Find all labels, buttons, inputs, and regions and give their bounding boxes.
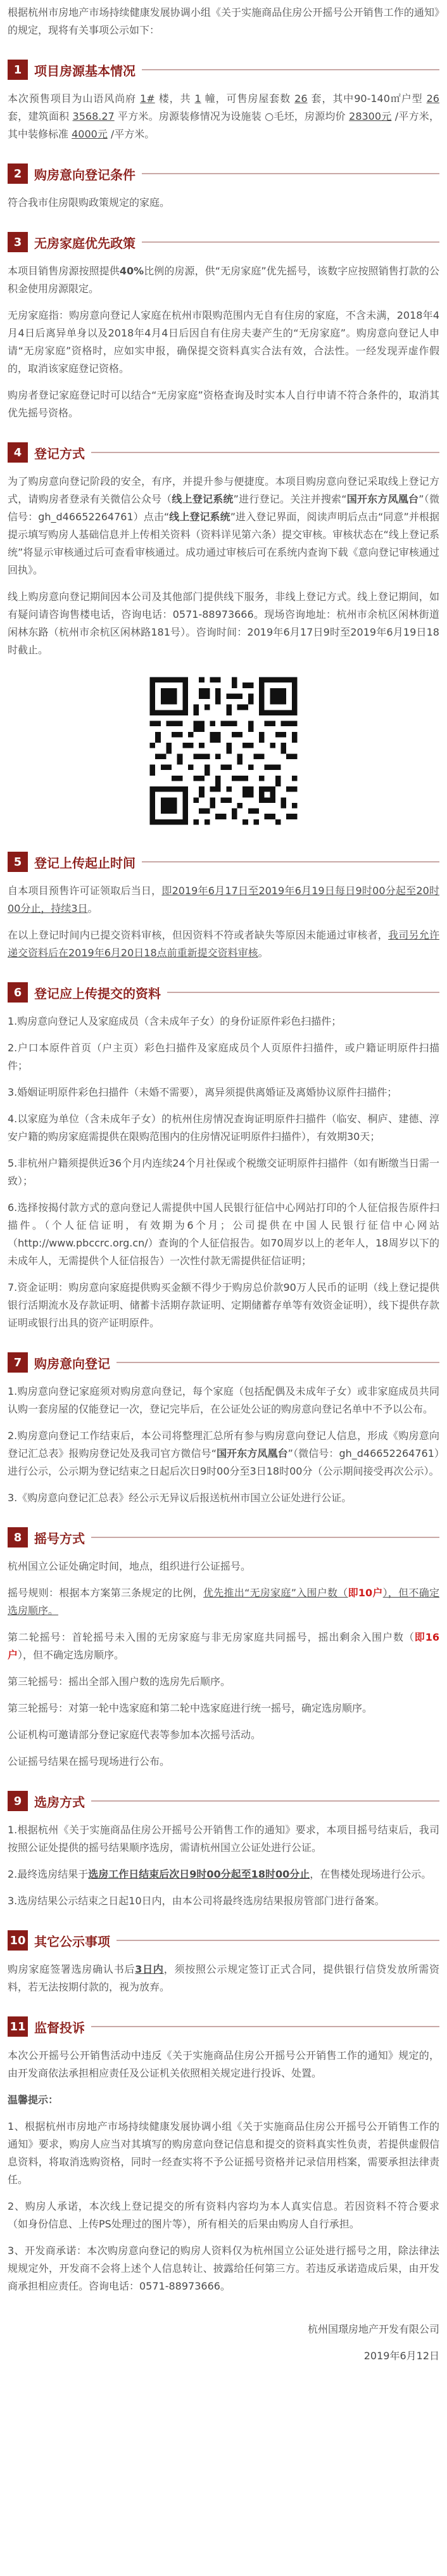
text-span: 。 bbox=[258, 947, 268, 959]
section-header bbox=[8, 1525, 439, 1550]
tip-item: 2、购房人承诺，本次线上登记提交的所有资料内容均为本人真实信息。若因资料不符合要求（如身份信息、上传PS处理过的图片等），所有相关的后果由购房人自行承担。 bbox=[8, 2200, 439, 2230]
text-span: ），但不确定选房顺序。 bbox=[18, 1649, 125, 1661]
section-6 bbox=[8, 980, 439, 1332]
section-9 bbox=[8, 1788, 439, 1910]
text-span: 优先推出“无房家庭”入围户数（ bbox=[203, 1587, 348, 1599]
section-number: 2 bbox=[8, 163, 28, 184]
required-document-item: 4.以家庭为单位（含未成年子女）的杭州住房情况查询证明原件扫描件（临安、桐庐、建德、淳安户籍的购房家庭需提供在限购范围内的住房情况证明原件扫描件），有效期30天； bbox=[8, 1113, 439, 1143]
text-span: 为了购房意向登记阶段的安全，有序，并提升参与便捷度。本项目购房意向登记采取线上登记方式，请购房者登录有关微信公众号（ bbox=[8, 475, 439, 505]
section-divider bbox=[116, 1940, 439, 1941]
qr-code-graphic bbox=[144, 672, 303, 830]
section-8 bbox=[8, 1525, 439, 1771]
avg-price: 28300元 bbox=[349, 110, 392, 122]
qr-code-icon[interactable] bbox=[144, 672, 303, 830]
remaining-household-count: 即16户 bbox=[8, 1631, 439, 1661]
section-divider bbox=[142, 69, 439, 70]
section-header bbox=[8, 1928, 439, 1953]
section-divider bbox=[142, 241, 439, 243]
section-10 bbox=[8, 1928, 439, 1996]
section-number: 6 bbox=[8, 982, 28, 1003]
signature-date: 2019年6月12日 bbox=[363, 2350, 439, 2362]
text-span: 平方米。房源装修情况为设施装 ○毛坯，房源均价 bbox=[114, 110, 349, 122]
required-document-item: 2.户口本原件首页（户主页）彩色扫描件及家庭成员个人页原件扫描件，或户籍证明原件扫描件； bbox=[8, 1042, 439, 1072]
section-5 bbox=[8, 849, 439, 962]
section-number: 3 bbox=[8, 232, 28, 252]
section-header bbox=[8, 1350, 439, 1375]
lottery-round-paragraph: 第三轮摇号：对第一轮中选家庭和第二轮中选家庭进行统一摇号，确定选房顺序。 bbox=[8, 1702, 373, 1714]
text-span: 本次预售项目为山语风尚府 bbox=[8, 93, 141, 105]
priority-paragraph bbox=[8, 262, 439, 298]
section-divider bbox=[167, 992, 439, 993]
text-span: 2.最终选房结果于 bbox=[8, 1868, 89, 1880]
intent-registration-item: 3.《购房意向登记汇总表》经公示无异议后报送杭州市国立公证处进行公证。 bbox=[8, 1492, 352, 1504]
section-number: 4 bbox=[8, 442, 28, 463]
section-number: 7 bbox=[8, 1352, 28, 1373]
section-divider bbox=[91, 452, 439, 453]
eligibility-paragraph: 符合我市住房限购政策规定的家庭。 bbox=[8, 196, 170, 208]
lottery-round-paragraph: 第三轮摇号：摇出全部入围户数的选房先后顺序。 bbox=[8, 1676, 231, 1688]
lottery-paragraph: 杭州国立公证处确定时间，地点，组织进行公证摇号。 bbox=[8, 1560, 251, 1572]
lottery-paragraph: 公证摇号结果在摇号现场进行公布。 bbox=[8, 1755, 170, 1767]
announcement-content bbox=[8, 4, 439, 2374]
text-span: /平方米，其中装修标准 bbox=[8, 110, 439, 140]
text-span: 在以上登记时间内已提交资料审核，但因资料不符或者缺失等原因未能通过审核者， bbox=[8, 929, 388, 941]
section-number: 9 bbox=[8, 1791, 28, 1811]
section-title: 选房方式 bbox=[34, 1794, 85, 1810]
section-11 bbox=[8, 2014, 439, 2295]
required-document-item: 5.非杭州户籍须提供近36个月内连续24个月社保或个税缴交证明原件扫描件（如有断缴当日需一致）； bbox=[8, 1157, 439, 1187]
building-count: 1 bbox=[194, 93, 201, 105]
selection-item bbox=[8, 1866, 439, 1883]
floor-area: 3568.27 bbox=[72, 110, 115, 122]
lottery-paragraph: 公证机构可邀请部分登记家庭代表等参加本次摇号活动。 bbox=[8, 1729, 261, 1741]
supervision-paragraph: 本次公开摇号公开销售活动中违反《关于实施商品住房公开摇号公开销售工作的通知》规定的，由开发商依法承担相应责任及公证机关依照相关规定进行投诉、处置。 bbox=[8, 2049, 439, 2079]
registration-method-paragraph bbox=[8, 473, 439, 579]
required-document-item: 3.婚姻证明原件彩色扫描件（未婚不需要），离异须提供离婚证及离婚协议原件扫描件； bbox=[8, 1086, 398, 1098]
text-span: ），但不确定选房顺序。 bbox=[8, 1587, 439, 1617]
section-divider bbox=[116, 1362, 439, 1363]
required-document-item: 7.资金证明：购房意向家庭提供购买金额不得少于购房总价款90万人民币的证明（线上登记提供银行活期流水及存款证明、储蓄卡活期存款证明、定期储蓄存单等有效资金证明），线下提供存款证明或银行出具的资产证明原件。 bbox=[8, 1281, 439, 1329]
required-document-item: 6.选择按揭付款方式的意向登记人需提供中国人民银行征信中心网站打印的个人征信报告原件扫描件。（个人征信证明，有效期为6个月；公司提供在中国人民银行征信中心网站（http://www.pbccrc.org.cn/）查询的个人征信报告。如70周岁以上的老年人，18周岁以下的未成年人，无需提供个人征信报告）一次性付款无需提供征信证明； bbox=[8, 1201, 439, 1267]
signing-deadline: 3日内 bbox=[135, 1963, 164, 1975]
section-header bbox=[8, 440, 439, 465]
registration-time-range: 即2019年6月17日至2019年6月19日每日9时00分起至20时00分止，持续3日 bbox=[8, 885, 439, 914]
text-span: 2.购房意向登记工作结束后，本公司将整理汇总所有参与购房意向登记人信息，形成《购房意向登记汇总表》报购房登记处及我司官方微信号“ bbox=[8, 1430, 439, 1459]
registration-time-paragraph bbox=[8, 882, 439, 918]
section-title: 登记上传起止时间 bbox=[34, 855, 135, 871]
building-number: 1# bbox=[140, 93, 155, 105]
section-number: 10 bbox=[8, 1930, 28, 1951]
text-span: 本项目销售房源按照提供 bbox=[8, 265, 120, 277]
result-publicity-time: 选房工作日结束后次日9时00分起至18时00分止 bbox=[88, 1868, 310, 1880]
text-span: 第二轮摇号：首轮摇号未入围的无房家庭与非无房家庭共同摇号，摇出剩余入围户数（ bbox=[8, 1631, 415, 1643]
required-document-item: 1.购房意向登记人及家庭成员（含未成年子女）的身份证原件彩色扫描件； bbox=[8, 1015, 342, 1027]
section-number: 1 bbox=[8, 60, 28, 80]
section-title: 登记方式 bbox=[34, 445, 85, 461]
section-number: 8 bbox=[8, 1527, 28, 1548]
section-header bbox=[8, 229, 439, 255]
signature-block bbox=[8, 2321, 439, 2365]
text-span: 幢，可售房屋套数 bbox=[201, 93, 295, 105]
priority-percentage: 40% bbox=[119, 265, 144, 277]
section-header bbox=[8, 849, 439, 875]
section-divider bbox=[142, 861, 439, 862]
section-divider bbox=[91, 1537, 439, 1538]
section-7 bbox=[8, 1350, 439, 1507]
text-span: 无房家庭指：购房意向登记人家庭在杭州市限购范围内无自有住房的家庭，不含未满，2018年4月4日后离异单身以及2018年4月4日后因自有住房夫妻产生的“无房家庭”。购房意向登记人申请“无房家庭”资格时，应如实申报，确保提交资料真实合法有效，合法性。一经发现弄虚作假的，取消该家庭登记资格。 bbox=[8, 309, 439, 375]
wechat-account-name: 国开东方凤凰台 bbox=[346, 493, 419, 505]
priority-household-count: 即10户 bbox=[348, 1587, 383, 1599]
intro-paragraph: 根据杭州市房地产市场持续健康发展协调小组《关于实施商品住房公开摇号公开销售工作的通知》的规定，现将有关事项公示如下： bbox=[8, 6, 439, 36]
intent-registration-item: 1.购房意向登记家庭须对购房意向登记，每个家庭（包括配偶及未成年子女）或非家庭成员共同认购一套房屋的仅能登记一次，登记完毕后，在公证处公证的购房意向登记名单中不予以公布。 bbox=[8, 1385, 439, 1415]
no-house-definition-paragraph bbox=[8, 307, 439, 378]
project-info-paragraph bbox=[8, 90, 439, 143]
resubmission-deadline: 我司另允许递交资料后在2019年6月20日18点前重新提交资料审核 bbox=[8, 929, 439, 959]
text-span: ”进行登记。关注并搜索“ bbox=[233, 493, 347, 505]
text-span: /平方米。 bbox=[107, 128, 155, 140]
section-title: 登记应上传提交的资料 bbox=[34, 985, 161, 1001]
section-divider bbox=[142, 173, 439, 174]
online-system-button-name: 线上登记系统 bbox=[169, 511, 230, 523]
text-span: 楼，共 bbox=[154, 93, 195, 105]
no-house-note-paragraph: 购房者登记家庭登记时可以结合“无房家庭”资格查询及时实本人自行申请不符合条件的，取消其优先摇号资格。 bbox=[8, 389, 439, 419]
section-title: 其它公示事项 bbox=[34, 1933, 110, 1949]
text-span: 套，建筑面积 bbox=[8, 110, 73, 122]
section-header bbox=[8, 2014, 439, 2039]
section-title: 项目房源基本情况 bbox=[34, 63, 135, 79]
consultation-paragraph: 线上购房意向登记期间因本公司及其他部门提供线下服务，非线上登记方式。线上登记期间，如有疑问请咨询售楼电话，咨询电话：0571-88973666。现场咨询地址：杭州市余杭区闲林街道闲林东路（杭州市余杭区闲林路181号）。咨询时间：2019年6月17日9时至2019年6月19日18时截止。 bbox=[8, 591, 439, 656]
intent-registration-item bbox=[8, 1427, 439, 1480]
selection-item: 3.选房结果公示结束之日起10日内，由本公司将最终选房结果报房管部门进行备案。 bbox=[8, 1895, 385, 1907]
text-span: 自本项目预售许可证领取后当日， bbox=[8, 885, 162, 897]
unit-count: 26 bbox=[294, 93, 308, 105]
section-divider bbox=[91, 2026, 439, 2027]
lottery-rule-paragraph bbox=[8, 1584, 439, 1620]
selection-item: 1.根据杭州《关于实施商品住房公开摇号公开销售工作的通知》要求，本项目摇号结束后，我司按照公证处提供的摇号结果顺序选房，需请杭州国立公证处进行公证。 bbox=[8, 1824, 439, 1854]
online-system-name: 线上登记系统 bbox=[172, 493, 234, 505]
section-3 bbox=[8, 229, 439, 422]
text-span: 摇号规则：根据本方案第三条规定的比例， bbox=[8, 1587, 204, 1599]
section-number: 5 bbox=[8, 852, 28, 872]
resubmission-paragraph bbox=[8, 926, 439, 962]
section-2 bbox=[8, 161, 439, 212]
text-span: 套，其中90-140㎡户型 bbox=[307, 93, 427, 105]
text-span: 比例的房源，供“无房家庭”优先摇号，该数字应按照销售打款的公积金使用房源限定。 bbox=[8, 265, 439, 295]
text-span: ”（微信号：gh_d46652264761）进行公示，公示期为登记结束之日起后次日9时00分至3日18时00分（公示期间接受再次公示）。 bbox=[8, 1447, 439, 1477]
lottery-round-paragraph bbox=[8, 1629, 439, 1664]
section-number: 11 bbox=[8, 2016, 28, 2037]
text-span: ，在售楼处现场进行公示。 bbox=[310, 1868, 432, 1880]
text-span: ”（微信号：gh_d46652264761）点击“ bbox=[8, 493, 439, 523]
section-title: 购房意向登记 bbox=[34, 1355, 110, 1371]
section-header bbox=[8, 57, 439, 82]
qr-code-container bbox=[8, 672, 439, 830]
section-header bbox=[8, 980, 439, 1005]
decoration-price: 4000元 bbox=[72, 128, 108, 140]
text-span: ，须按照公示规定签订正式合同，提供银行信贷发放所需资料，若无法按期付款的，视为放弃。 bbox=[8, 1963, 439, 1993]
section-1 bbox=[8, 57, 439, 143]
other-matters-paragraph bbox=[8, 1961, 439, 1996]
tip-item: 1、根据杭州市房地产市场持续健康发展协调小组《关于实施商品住房公开摇号公开销售工作的通知》要求，购房人应当对其填写的购房意向登记信息和提交的资料真实性负责，若提供虚假信息资料，将取消选购资格，同时一经查实将不予公证摇号资格并记录信用档案，需要承担法律责任。 bbox=[8, 2120, 439, 2186]
section-title: 购房意向登记条件 bbox=[34, 167, 135, 183]
section-4 bbox=[8, 440, 439, 830]
signature-company: 杭州国璟房地产开发有限公司 bbox=[307, 2323, 439, 2335]
section-divider bbox=[91, 1800, 439, 1802]
section-header bbox=[8, 1788, 439, 1814]
section-title: 监督投诉 bbox=[34, 2020, 85, 2035]
wechat-account-name: 国开东方凤凰台 bbox=[216, 1447, 288, 1459]
section-header bbox=[8, 161, 439, 186]
section-title: 无房家庭优先政策 bbox=[34, 235, 135, 251]
type-count: 26 bbox=[426, 93, 439, 105]
section-title: 摇号方式 bbox=[34, 1530, 85, 1546]
tips-title: 温馨提示： bbox=[8, 2094, 59, 2106]
text-span: 。 bbox=[87, 902, 98, 914]
tip-item: 3、开发商承诺：本次购房意向登记的购房人资料仅为杭州国立公证处进行摇号之用，除法律法规规定外，开发商不会将上述个人信息转让、披露给任何第三方。若违反承诺造成后果，由开发商承担相应责任。咨询电话：0571-88973666。 bbox=[8, 2245, 439, 2292]
text-span: 购房家庭签署选房确认书后 bbox=[8, 1963, 135, 1975]
text-span: ”进入登记界面，阅读声明后点击“同意”并根据提示填写购房人基础信息并上传相关资料（资料详见第六条）提交审核。审核状态在“线上登记系统”将显示审核通过后可查看审核通过。成功通过审核后可在系统内查询下载《意向登记审核通过回执》。 bbox=[8, 511, 439, 576]
